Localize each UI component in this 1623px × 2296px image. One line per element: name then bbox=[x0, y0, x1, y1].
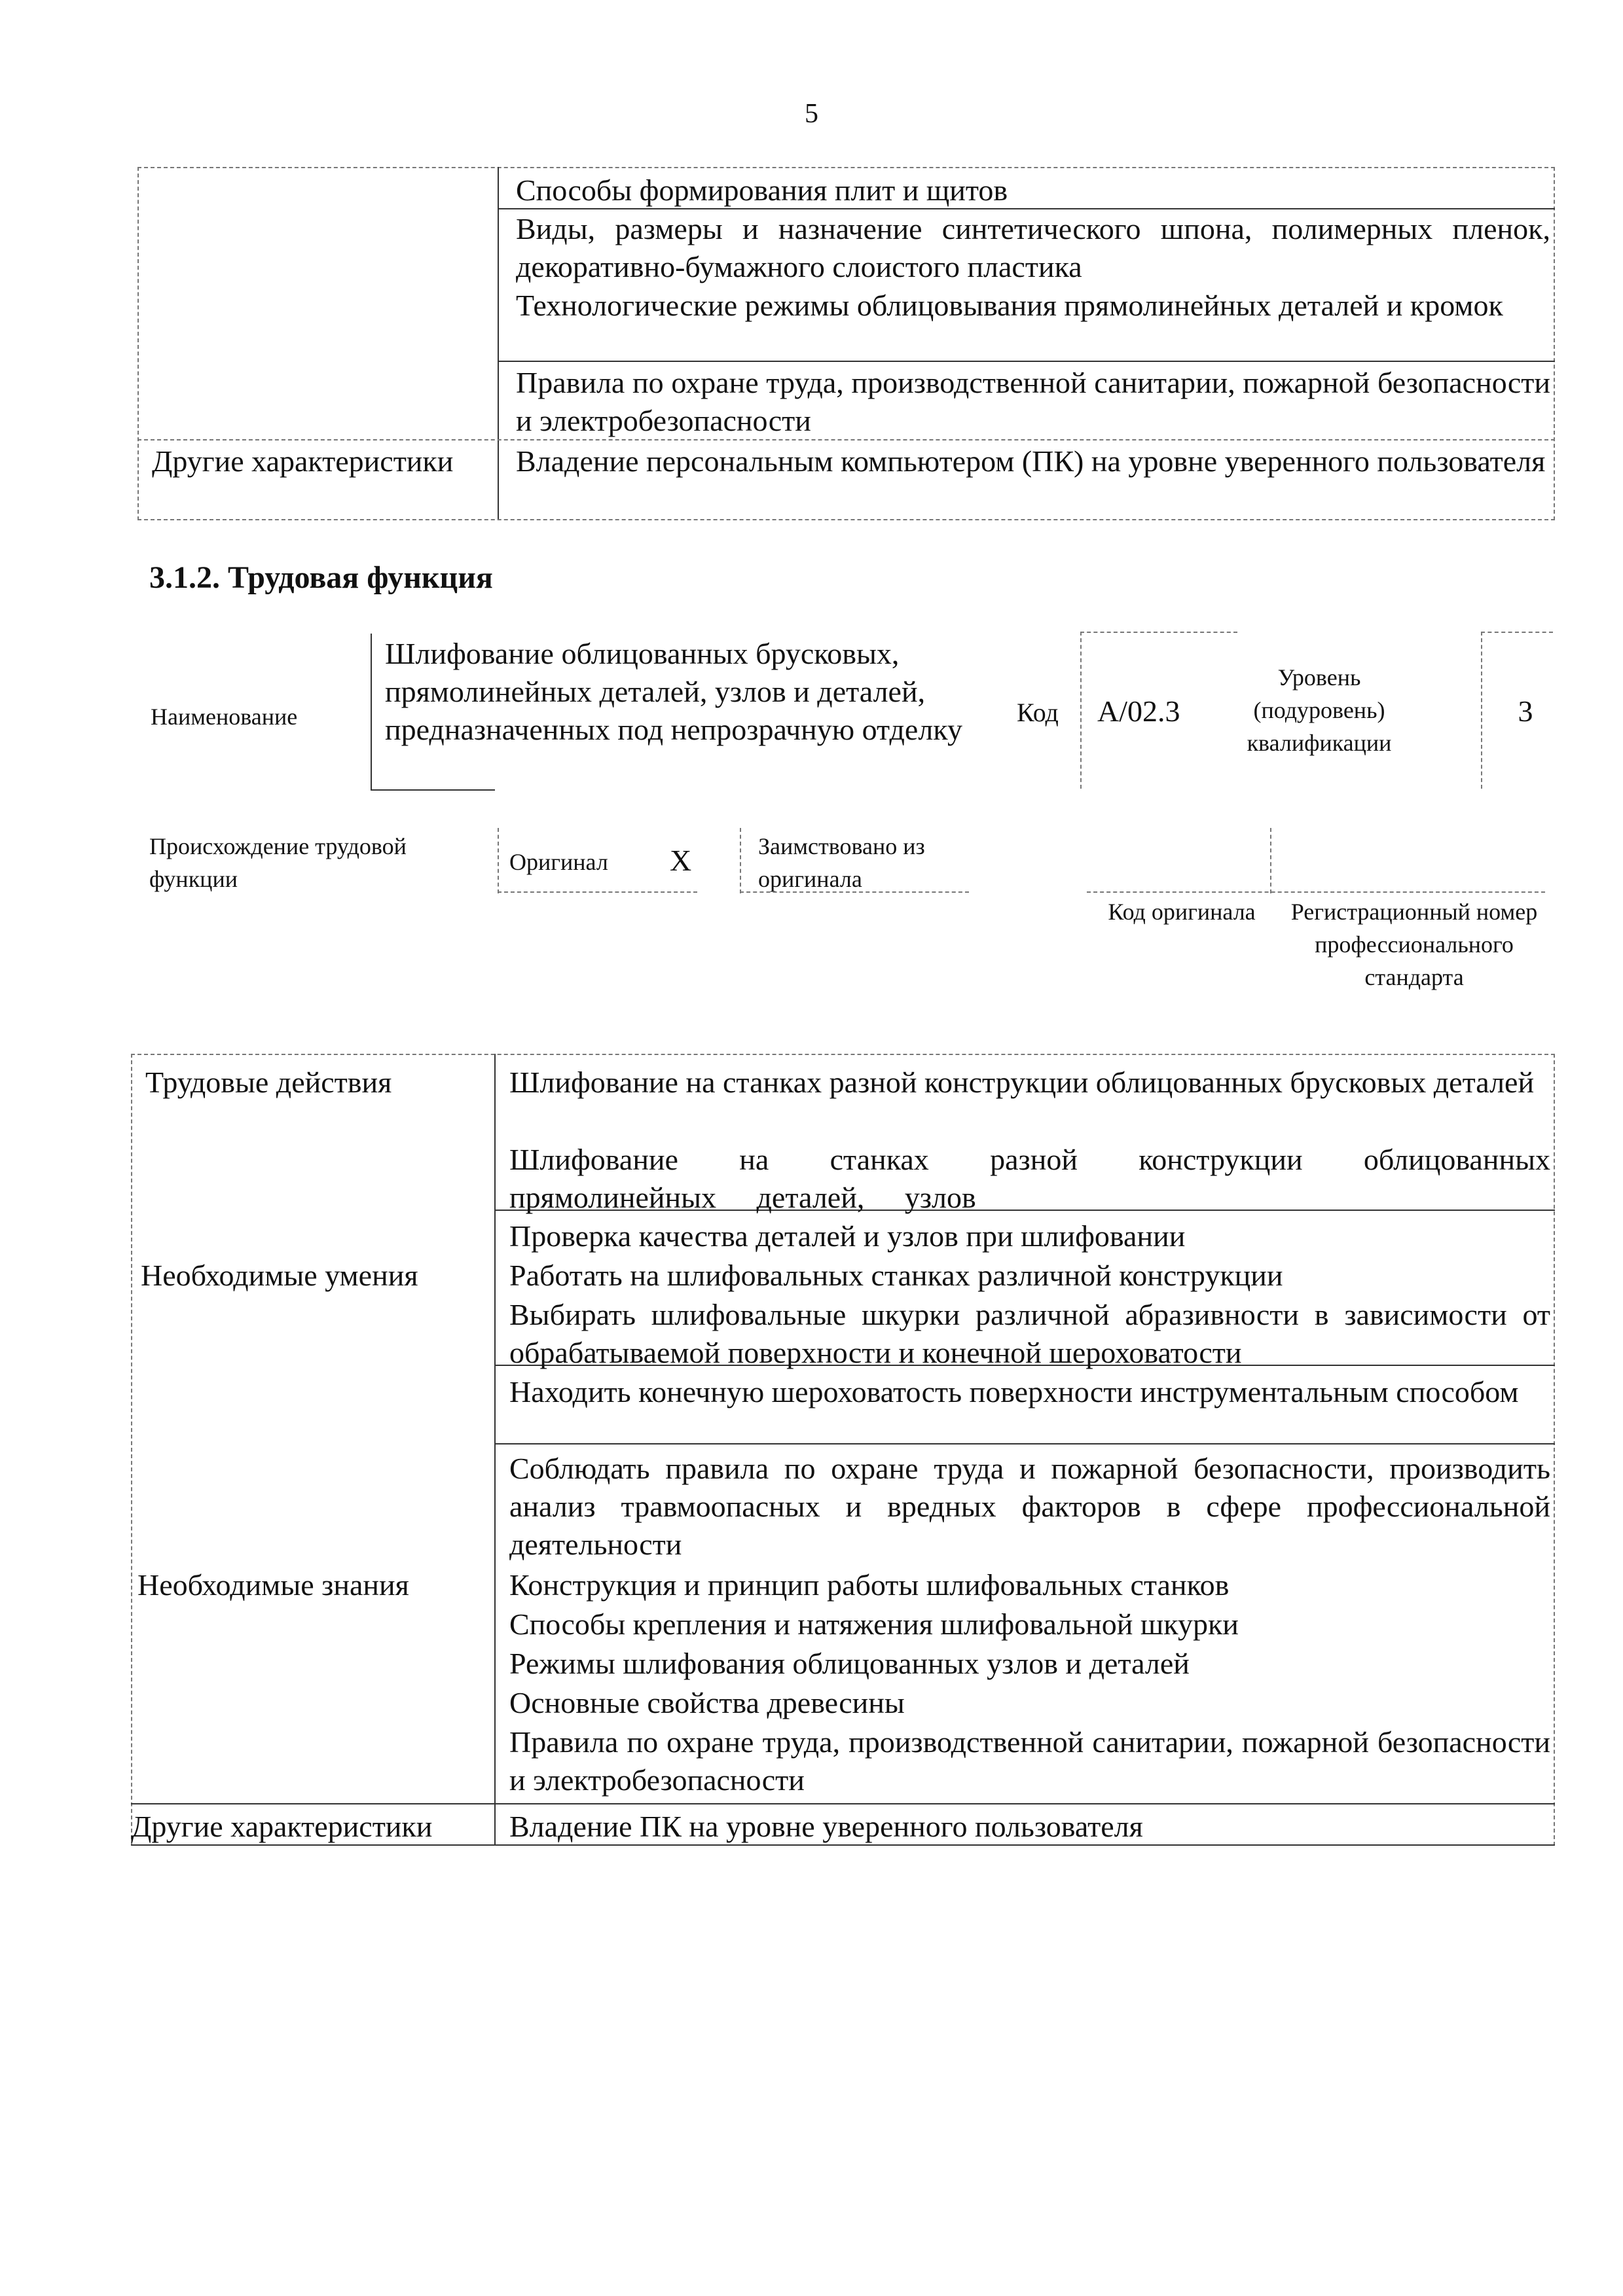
table2-row-divider bbox=[494, 1443, 1555, 1444]
code-original-box-divider bbox=[1270, 828, 1271, 893]
labor-action-item: Проверка качества деталей и узлов при шлифовании bbox=[509, 1219, 1186, 1253]
origin-box-bottom-border bbox=[498, 891, 697, 893]
required-knowledge-label: Необходимые знания bbox=[137, 1568, 409, 1602]
table2-right-border bbox=[1554, 1054, 1555, 1846]
qualification-level-label: Уровень (подуровень) квалификации bbox=[1247, 664, 1392, 756]
table2-top-border bbox=[131, 1054, 1555, 1055]
knowledge-item: Правила по охране труда, производственной санитарии, пожарной безопасности и электробезопасности bbox=[509, 1725, 1550, 1797]
skill-item: Выбирать шлифовальные шкурки различной абразивности в зависимости от обрабатываемой поверхности и конечной шероховатости bbox=[509, 1298, 1550, 1369]
skill-item: Соблюдать правила по охране труда и пожарной безопасности, производить анализ травмоопасных и вредных факторов в сфере профессиональной деятельности bbox=[509, 1452, 1550, 1561]
other-characteristics-value: Владение персональным компьютером (ПК) на уровне уверенного пользователя bbox=[516, 444, 1546, 478]
table2-row-divider bbox=[131, 1803, 1555, 1804]
origin-box-left-border bbox=[498, 828, 499, 893]
origin-label: Происхождение трудовой функции bbox=[149, 833, 407, 892]
function-code: A/02.3 bbox=[1097, 694, 1180, 728]
registration-number-label: Регистрационный номер профессионального стандарта bbox=[1290, 899, 1538, 990]
name-label: Наименование bbox=[151, 704, 298, 730]
code-label: Код bbox=[1017, 698, 1059, 727]
function-name: Шлифование облицованных брусковых, прямолинейных деталей, узлов и деталей, предназначенных под непрозрачную отделку bbox=[385, 637, 962, 746]
table1-column-divider bbox=[498, 167, 499, 520]
borrowed-label: Заимствовано из оригинала bbox=[758, 833, 925, 892]
table1-top-border bbox=[137, 167, 1555, 168]
knowledge-item: Способы крепления и натяжения шлифовальной шкурки bbox=[509, 1607, 1239, 1641]
qualification-level-value: 3 bbox=[1518, 694, 1533, 728]
table2-column-divider bbox=[494, 1054, 496, 1846]
labor-actions-label: Трудовые действия bbox=[145, 1066, 392, 1099]
labor-action-item: Шлифование на станках разной конструкции облицованных прямолинейных деталей, узлов bbox=[509, 1143, 1550, 1214]
other-characteristics-label: Другие характеристики bbox=[131, 1810, 433, 1843]
borrowed-box-left-border bbox=[740, 828, 741, 893]
table2-left-border bbox=[131, 1054, 132, 1846]
table1-right-border bbox=[1554, 167, 1555, 520]
labor-action-item: Шлифование на станках разной конструкции облицованных брусковых деталей bbox=[509, 1066, 1535, 1099]
level-box-left-border bbox=[1481, 632, 1482, 789]
page-number: 5 bbox=[805, 99, 818, 129]
knowledge-item: Режимы шлифования облицованных узлов и деталей bbox=[509, 1647, 1190, 1680]
skill-item: Находить конечную шероховатость поверхности инструментальным способом bbox=[509, 1375, 1519, 1408]
original-label: Оригинал bbox=[509, 849, 608, 875]
code-original-box-bottom-border bbox=[1087, 891, 1545, 893]
knowledge-item: Технологические режимы облицовывания прямолинейных деталей и кромок bbox=[516, 289, 1503, 322]
other-characteristics-label: Другие характеристики bbox=[152, 444, 454, 478]
knowledge-item: Основные свойства древесины bbox=[509, 1686, 905, 1719]
required-skills-label: Необходимые умения bbox=[141, 1259, 418, 1292]
borrowed-box-bottom-border bbox=[740, 891, 969, 893]
table1-bottom-border bbox=[137, 519, 1555, 520]
level-box-top-border bbox=[1481, 632, 1553, 633]
name-box-bottom-border bbox=[371, 789, 495, 791]
knowledge-item: Способы формирования плит и щитов bbox=[516, 173, 1008, 207]
knowledge-item: Виды, размеры и назначение синтетического шпона, полимерных пленок, декоративно-бумажного слоистого пластика bbox=[516, 212, 1550, 283]
original-mark: X bbox=[670, 844, 692, 877]
code-original-label: Код оригинала bbox=[1108, 899, 1256, 925]
table1-row-divider bbox=[498, 361, 1555, 362]
other-characteristics-value: Владение ПК на уровне уверенного пользователя bbox=[509, 1810, 1143, 1843]
knowledge-item: Правила по охране труда, производственной санитарии, пожарной безопасности и электробезопасности bbox=[516, 366, 1550, 437]
table1-left-border bbox=[137, 167, 139, 520]
name-box-left-border bbox=[371, 634, 372, 791]
skill-item: Работать на шлифовальных станках различной конструкции bbox=[509, 1259, 1283, 1292]
code-box-top-border bbox=[1080, 632, 1237, 633]
section-heading: 3.1.2. Трудовая функция bbox=[149, 560, 493, 595]
knowledge-item: Конструкция и принцип работы шлифовальных станков bbox=[509, 1568, 1230, 1602]
code-box-left-border bbox=[1080, 632, 1082, 789]
